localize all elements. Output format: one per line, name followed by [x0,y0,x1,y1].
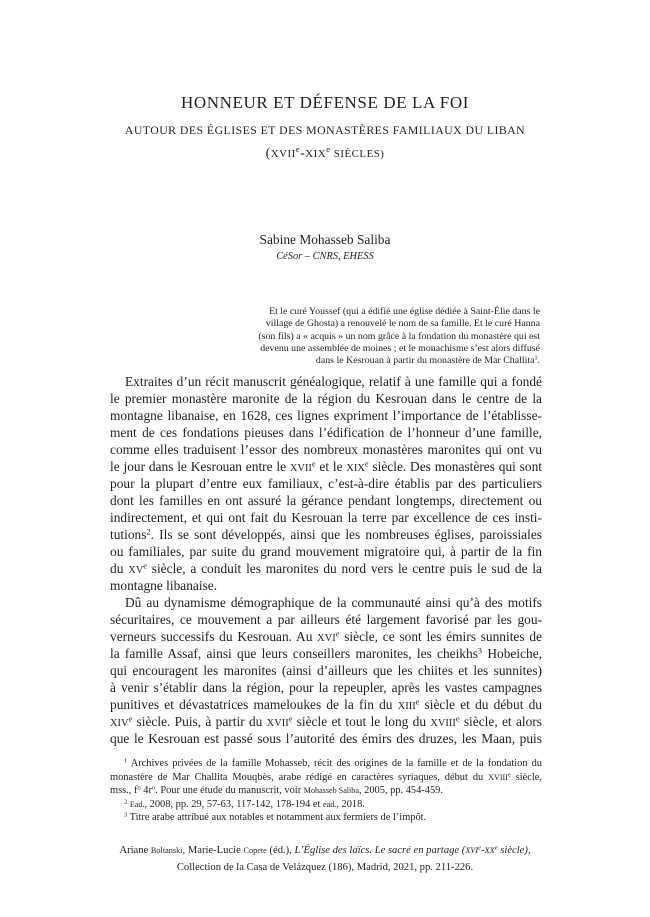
text-line: qui encouragent les maronites (ainsi d’ailleurs que les chiites et les sunnites) [110,663,542,678]
text-line: Dû au dynamisme démographique de la communauté ainsi qu’à des motifs [125,595,542,610]
text-line: verneurs successifs du Kesrouan. Au XVIe siècle, ce sont les émirs sunnites de [110,629,542,644]
text-line: ou familiales, par suite du grand mouvement migratoire qui, à partir de la fin [110,544,542,559]
text-line: ment de ces fondations pieuses dans l’édification de l’honneur d’une famille, [110,425,542,440]
text-line: à venir s’établir dans la région, pour la repeupler, après les vastes campagnes [110,680,542,695]
epigraph-line: village de Ghosta) a renouvelé le nom de sa famille. Et le curé Hanna [265,318,540,330]
footnote-number: 2 [124,797,128,805]
text-line: pour la plupart d’entre eux familiaux, c’est-à-dire établis par des particuliers [110,476,542,491]
text-line: comme elles traduisent l’essor des nombreux monastères maronites qui ont vu [110,442,542,457]
text-line: le jour dans le Kesrouan entre le XVIIe et le XIXe siècle. Des monastères qui sont [110,459,542,474]
footnote-3: $^3$ Titre arabe attribué aux notables et notamment aux fermiers de l’impôt. [124,811,427,823]
author-name: Sabine Mohasseb Saliba [259,232,391,247]
footnotes [110,757,542,825]
text-line: indirectement, et qui ont fait du Kesrouan la terre par excellence de ces insti- [110,510,542,525]
chapter-subtitle: AUTOUR DES ÉGLISES ET DES MONASTÈRES FAMILIAUX DU LIBAN [124,123,526,137]
epigraph [258,306,540,367]
book-citation [0,842,650,876]
text-line: la famille Assaf, ainsi que leurs conseillers maronites, les cheikhs$^3$ Hobeiche, [110,646,542,661]
body-text [110,373,542,747]
epigraph-line: (son fils) a « acquis » un nom grâce à la fondation du monastère qui est [258,330,540,342]
footnote-1-line: monastère de Mar Challita Mouqbès, arabe rédigé en caractères syriaques, début du XVIIIe siècle, [110,770,542,783]
author-affiliation: CéSor – CNRS, EHESS [276,251,374,262]
footnote-2: $^2$ Ead., 2008, pp. 29, 57-63, 117-142, 178-194 et ead., 2018. [124,797,365,810]
epigraph-line: dans le Kesrouan à partir du monastère de Mar Challita$^1$. [315,355,540,367]
text-line: XIVe siècle. Puis, à partir du XVIIe siècle et tout le long du XVIIIe siècle, et alors [110,714,542,729]
chapter-subtitle-dates: (XVIIe-XIXe SIÈCLES) [265,144,385,161]
text-line: montagne libanaise, en 1628, ces lignes expriment l’importance de l’établisse- [110,408,542,423]
footnote-1: $^1$ Archives privées de la famille Mohasseb, récit des origines de la famille et de la fondation du [124,757,542,769]
text-line: Extraites d’un récit manuscrit généalogique, relatif à une famille qui a fondé [125,374,542,389]
footnote-number: 1 [124,757,128,765]
footnote-ref[interactable]: 2 [146,527,151,537]
footnote-1-line: mss., $f^o$ $4r^o$. Pour une étude du manuscrit, voir Mohasseb Saliba, 2005, pp. 454-459. [110,784,443,796]
text-line: le premier monastère maronite de la région du Kesrouan dans le centre de la [110,391,542,406]
footnote-ref[interactable]: 3 [477,646,483,656]
footnote-ref[interactable]: 1 [534,355,538,362]
chapter-title: HONNEUR ET DÉFENSE DE LA FOI [180,93,469,112]
text-line: punitives et dévastatrices mameloukes de la fin du XIIIe siècle et du début du [110,697,542,712]
text-line: montagne libanaise. [110,578,218,593]
epigraph-line: devenu une assemblée de moines ; et le monachisme s’est alors diffusé [260,342,540,354]
text-line: sécuritaires, ce mouvement a par ailleurs été largement favorisé par les gou- [110,612,542,627]
citation-line: Ariane Boltanski, Marie-Lucie Copete (éd.), L’Église des laïcs. Le sacré en partage (XVIe-XXe siècle), [119,844,531,856]
citation-line: Collection de la Casa de Velázquez (186), Madrid, 2021, pp. 211-226. [176,862,474,873]
text-line: que le Kesrouan est passé sous l’autorité des émirs des druzes, les Maan, puis [110,731,542,746]
text-line: du XVe siècle, a conduit les maronites du nord vers le centre puis le sud de la [110,561,542,576]
footnote-number: 3 [124,811,128,819]
text-line: dont les familles en ont assuré la gérance pendant longtemps, directement ou [110,493,542,508]
epigraph-line: Et le curé Youssef (qui a édifié une église dédiée à Saint-Élie dans le [269,306,540,317]
text-line: tutions$^2$. Ils se sont développés, ainsi que les nombreuses églises, paroissiales [110,527,542,542]
